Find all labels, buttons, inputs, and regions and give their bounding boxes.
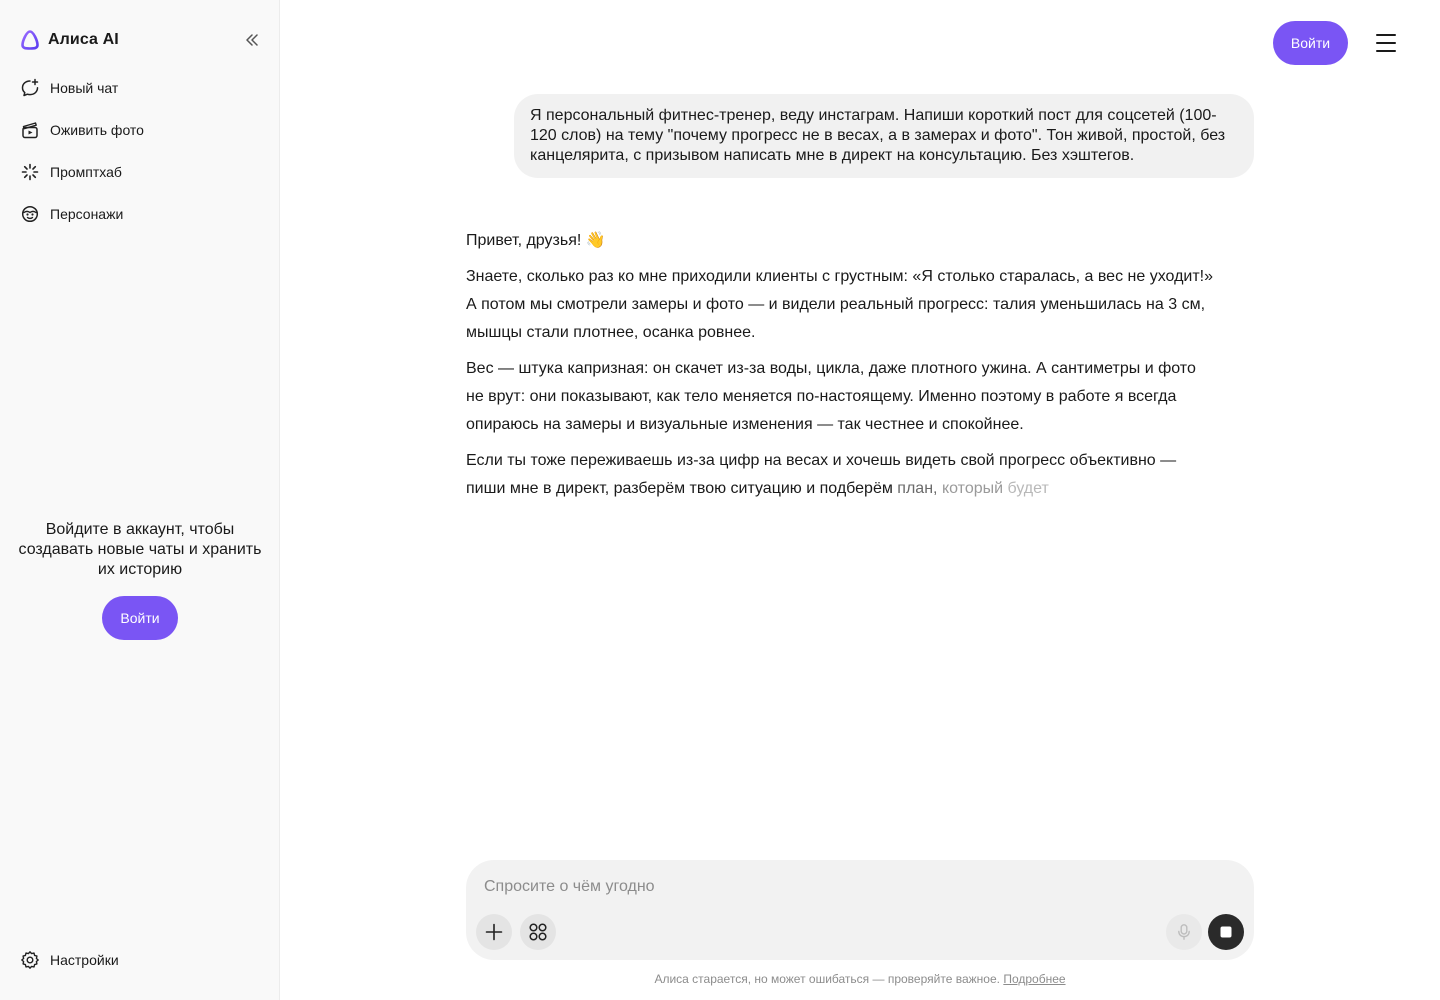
stop-generation-button[interactable] <box>1208 914 1244 950</box>
brand[interactable] <box>20 29 119 51</box>
sidebar-login-prompt <box>0 520 280 640</box>
streaming-word: который <box>941 480 1004 497</box>
sidebar-item-label: Оживить фото <box>50 122 144 138</box>
sidebar-item-characters[interactable] <box>20 198 260 230</box>
greeting-text: Привет, друзья! <box>466 232 582 249</box>
settings-label: Настройки <box>50 952 119 968</box>
settings-button[interactable] <box>20 949 119 971</box>
sidebar-item-prompthub[interactable] <box>20 156 260 188</box>
brand-name: Алиса AI <box>48 31 119 48</box>
disclaimer-text: Алиса старается, но может ошибаться — проверяйте важное. <box>654 972 1000 986</box>
sidebar-item-label: Персонажи <box>50 206 124 222</box>
sidebar <box>0 0 280 1000</box>
waving-hand-icon: 👋 <box>585 230 606 249</box>
apps-button[interactable] <box>520 914 556 950</box>
sidebar-item-animate-photo[interactable] <box>20 114 260 146</box>
login-prompt-text: Войдите в аккаунт, чтобы создавать новые чаты и хранить их историю <box>18 521 262 578</box>
streaming-word: будет <box>1007 480 1049 497</box>
answer-greeting <box>466 226 1216 255</box>
new-chat-icon <box>20 78 40 98</box>
menu-button[interactable] <box>1374 32 1398 54</box>
microphone-button[interactable] <box>1166 914 1202 950</box>
hamburger-icon <box>1376 34 1396 36</box>
composer <box>466 860 1254 960</box>
answer-paragraph-streaming <box>466 447 1216 503</box>
hamburger-icon-line <box>1376 42 1396 44</box>
answer-text: Если ты тоже переживаешь из-за цифр на весах и хочешь видеть свой прогресс объективно — пиши мне в директ, разберём твою ситуацию и подберём <box>466 452 1177 497</box>
disclaimer <box>466 972 1254 986</box>
alice-logo-icon <box>20 29 40 51</box>
add-attachment-button[interactable] <box>476 914 512 950</box>
user-message: Я персональный фитнес-тренер, веду инстаграм. Напиши короткий пост для соцсетей (100-120 слов) на тему "почему прогресс не в весах, а в замерах и фото". Тон живой, простой, без канцелярита, с призывом написать мне в директ на консультацию. Без хэштегов. <box>514 94 1254 178</box>
answer-paragraph: Знаете, сколько раз ко мне приходили клиенты с грустным: «Я столько старалась, а вес не уходит!» А потом мы смотрели замеры и фото — и видели реальный прогресс: талия уменьшилась на 3 см, мышцы стали плотнее, осанка ровнее. <box>466 268 1214 341</box>
assistant-answer <box>466 226 1216 511</box>
sidebar-nav <box>20 72 260 240</box>
sidebar-item-label: Промптхаб <box>50 164 122 180</box>
header-login-button[interactable]: Войти <box>1273 21 1348 65</box>
sidebar-login-button[interactable]: Войти <box>102 596 178 640</box>
animate-photo-icon <box>20 120 40 140</box>
microphone-icon <box>1175 923 1193 941</box>
double-chevron-left-icon <box>245 34 259 46</box>
collapse-sidebar-button[interactable] <box>240 29 264 51</box>
hamburger-icon-line <box>1376 50 1396 52</box>
sidebar-item-new-chat[interactable] <box>20 72 260 104</box>
more-info-link[interactable]: Подробнее <box>1003 972 1066 986</box>
answer-paragraph: Вес — штука капризная: он скачет из-за воды, цикла, даже плотного ужина. А сантиметры и фото не врут: они показывают, как тело меняется по-настоящему. Именно поэтому в работе я всегда опираюсь на замеры и визуальные изменения — так честнее и спокойнее. <box>466 360 1196 433</box>
sparkle-icon <box>20 162 40 182</box>
prompt-input[interactable] <box>484 876 1224 898</box>
grid-icon <box>528 922 548 942</box>
characters-icon <box>20 204 40 224</box>
stop-icon <box>1219 925 1233 939</box>
gear-icon <box>20 950 40 970</box>
plus-icon <box>484 922 504 942</box>
sidebar-item-label: Новый чат <box>50 80 119 96</box>
streaming-word: план, <box>897 480 938 497</box>
